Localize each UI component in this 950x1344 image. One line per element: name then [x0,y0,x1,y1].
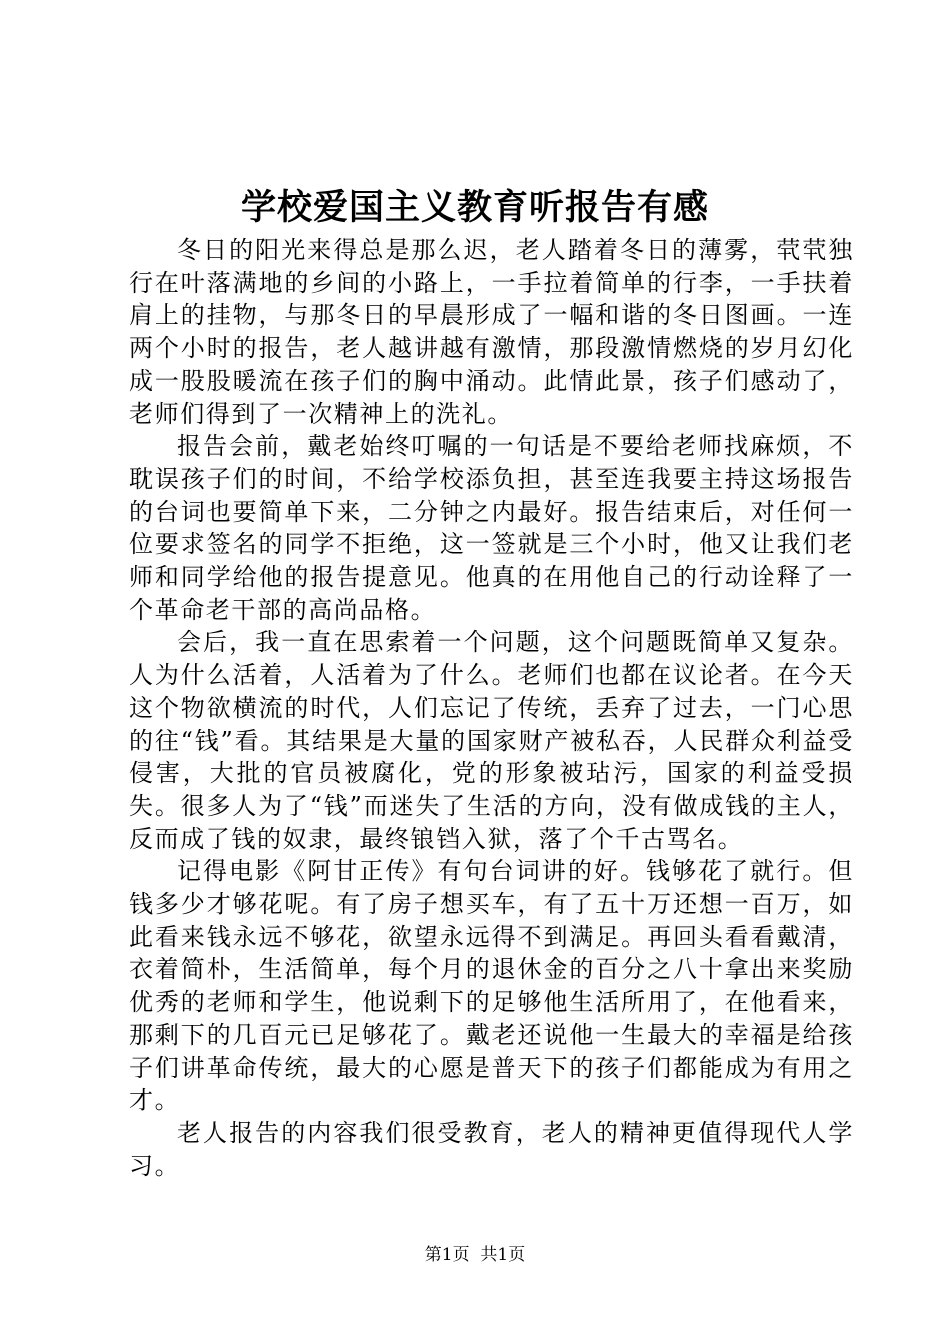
document-body [129,234,854,1182]
paragraph-3: 会后，我一直在思索着一个问题，这个问题既简单又复杂。人为什么活着，人活着为了什么。老师们也都在议论者。在今天这个物欲横流的时代，人们忘记了传统，丢弃了过去，一门心思的往“钱”看。其结果是大量的国家财产被私吞，人民群众利益受侵害，大批的官员被腐化，党的形象被玷污，国家的利益受损失。很多人为了“钱”而迷失了生活的方向，没有做成钱的主人，反而成了钱的奴隶，最终锒铛入狱，落了个千古骂名。 [129,628,854,853]
paragraph-5: 老人报告的内容我们很受教育，老人的精神更值得现代人学习。 [129,1118,854,1180]
footer-spacer [470,1245,481,1265]
paragraph-1: 冬日的阳光来得总是那么迟，老人踏着冬日的薄雾，茕茕独行在叶落满地的乡间的小路上，一手拉着简单的行李，一手扶着肩上的挂物，与那冬日的早晨形成了一幅和谐的冬日图画。一连两个小时的报告，老人越讲越有激情，那段激情燃烧的岁月幻化成一股股暖流在孩子们的胸中涌动。此情此景，孩子们感动了，老师们得到了一次精神上的洗礼。 [129,236,854,428]
page-total: 共1页 [480,1245,526,1265]
paragraph-4: 记得电影《阿甘正传》有句台词讲的好。钱够花了就行。但钱多少才够花呢。有了房子想买车，有了五十万还想一百万，如此看来钱永远不够花，欲望永远得不到满足。再回头看看戴清，衣着简朴，生活简单，每个月的退休金的百分之八十拿出来奖励优秀的老师和学生，他说剩下的足够他生活所用了，在他看来，那剩下的几百元已足够花了。戴老还说他一生最大的幸福是给孩子们讲革命传统，最大的心愿是普天下的孩子们都能成为有用之才。 [129,857,854,1115]
document-title: 学校爱国主义教育听报告有感 [240,187,709,228]
page-footer [0,1244,950,1266]
paragraph-2: 报告会前，戴老始终叮嘱的一句话是不要给老师找麻烦，不耽误孩子们的时间，不给学校添负担，甚至连我要主持这场报告的台词也要简单下来，二分钟之内最好。报告结束后，对任何一位要求签名的同学不拒绝，这一签就是三个小时，他又让我们老师和同学给他的报告提意见。他真的在用他自己的行动诠释了一个革命老干部的高尚品格。 [129,432,854,624]
page-number: 第1页 [424,1245,470,1265]
